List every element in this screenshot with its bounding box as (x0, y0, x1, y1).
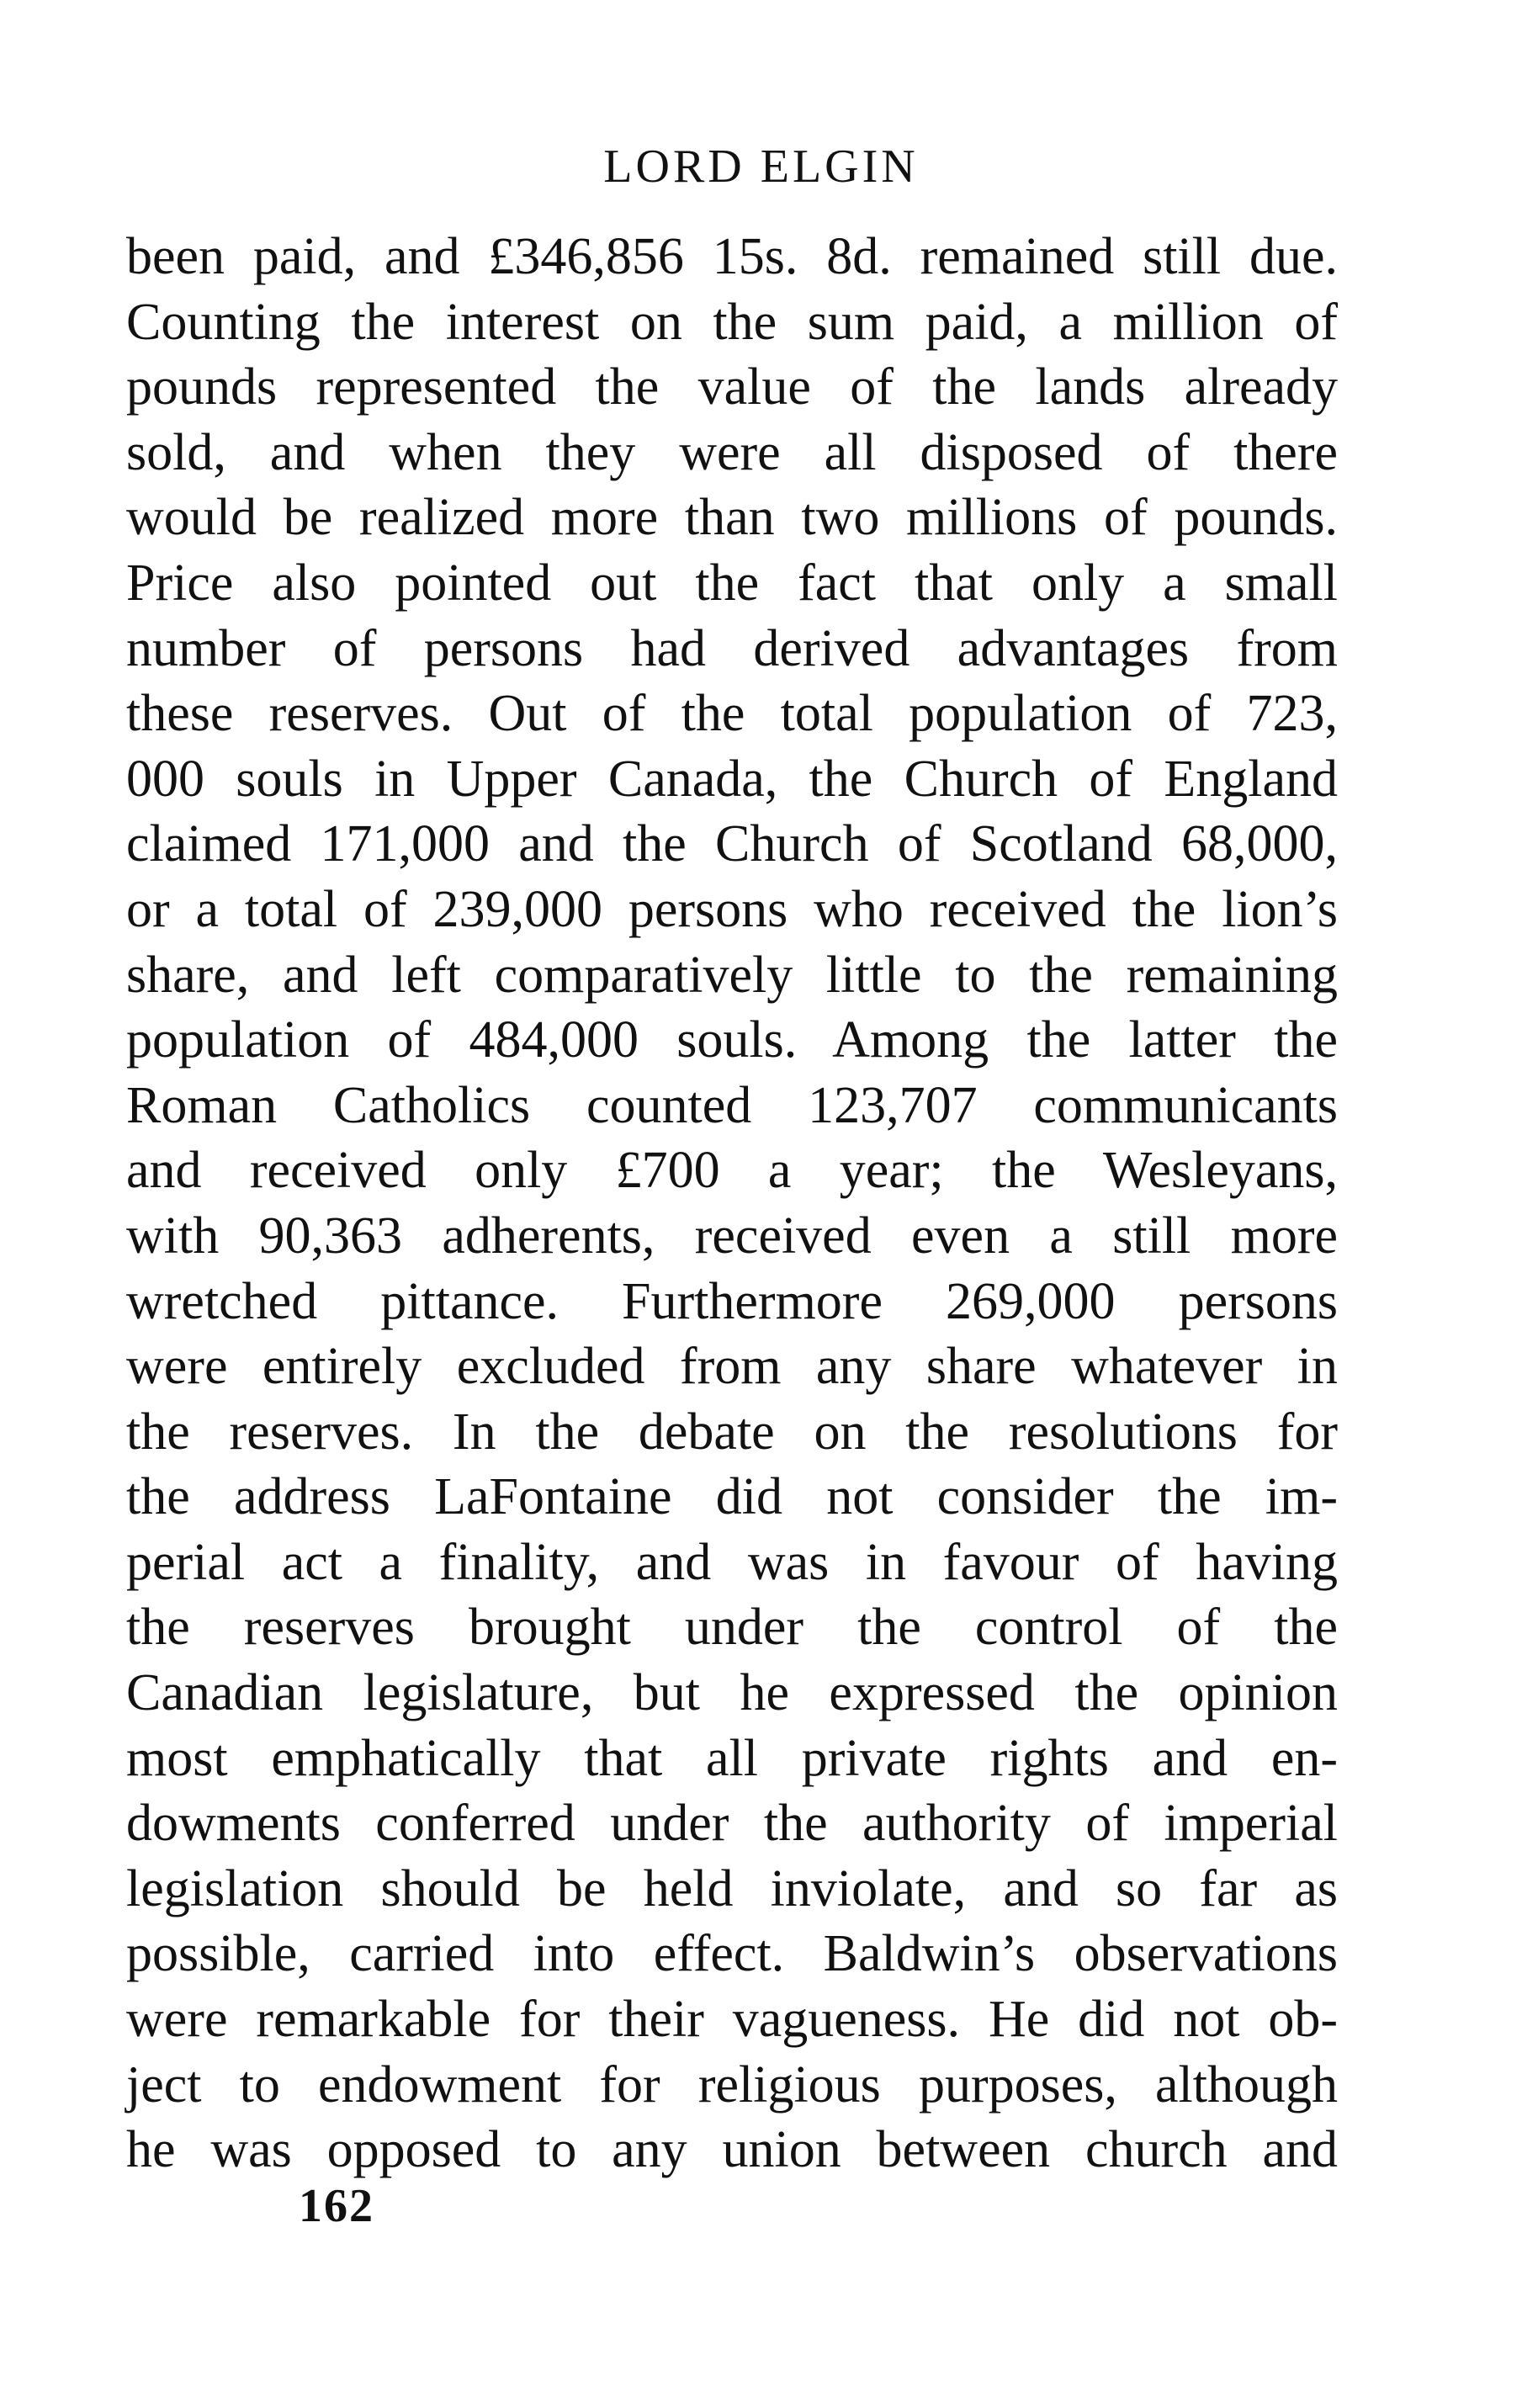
text-line: or a total of 239,000 persons who received the lion’s (126, 880, 1338, 938)
text-line: been paid, and £346,856 15s. 8d. remained still due. (126, 228, 1338, 285)
body-text (126, 225, 1338, 2183)
text-line: Price also pointed out the fact that only a small (126, 554, 1338, 612)
text-line: with 90,363 adherents, received even a still more (126, 1207, 1338, 1265)
text-line: these reserves. Out of the total population of 723, (126, 685, 1338, 743)
text-line: ject to endowment for religious purposes, although (126, 2055, 1338, 2114)
text-line: claimed 171,000 and the Church of Scotland 68,000, (126, 815, 1338, 873)
text-line: sold, and when they were all disposed of there (126, 423, 1338, 481)
text-line: the reserves brought under the control of the (126, 1599, 1338, 1657)
text-line: share, and left comparatively little to the remaining (126, 946, 1338, 1004)
text-line: Canadian legislature, but he expressed the opinion (126, 1664, 1338, 1722)
text-line: perial act a finality, and was in favour of having (126, 1533, 1338, 1591)
text-line: population of 484,000 souls. Among the latter the (126, 1011, 1338, 1069)
text-line: number of persons had derived advantages from (126, 619, 1338, 677)
text-line: dowments conferred under the authority of imperial (126, 1795, 1338, 1853)
page-number: 162 (299, 2180, 374, 2232)
text-line: most emphatically that all private rights and en- (126, 1729, 1338, 1787)
text-line: Counting the interest on the sum paid, a million of (126, 293, 1338, 351)
text-line: the address LaFontaine did not consider the im- (126, 1468, 1338, 1526)
text-line: would be realized more than two millions of pounds. (126, 489, 1338, 547)
text-line: possible, carried into effect. Baldwin’s observations (126, 1925, 1338, 1983)
text-line: were remarkable for their vagueness. He did not ob- (126, 1991, 1338, 2049)
text-line: 000 souls in Upper Canada, the Church of England (126, 750, 1338, 808)
text-line: Roman Catholics counted 123,707 communicants (126, 1076, 1338, 1134)
text-line: the reserves. In the debate on the resolutions for (126, 1403, 1338, 1461)
text-line: he was opposed to any union between church and (126, 2121, 1338, 2179)
text-line: wretched pittance. Furthermore 269,000 persons (126, 1272, 1338, 1330)
text-line: pounds represented the value of the lands already (126, 358, 1338, 416)
text-line: legislation should be held inviolate, and so far as (126, 1859, 1338, 1917)
running-head: LORD ELGIN (603, 141, 919, 193)
text-line: and received only £700 a year; the Wesleyans, (126, 1142, 1338, 1200)
text-line: were entirely excluded from any share whatever in (126, 1338, 1338, 1396)
